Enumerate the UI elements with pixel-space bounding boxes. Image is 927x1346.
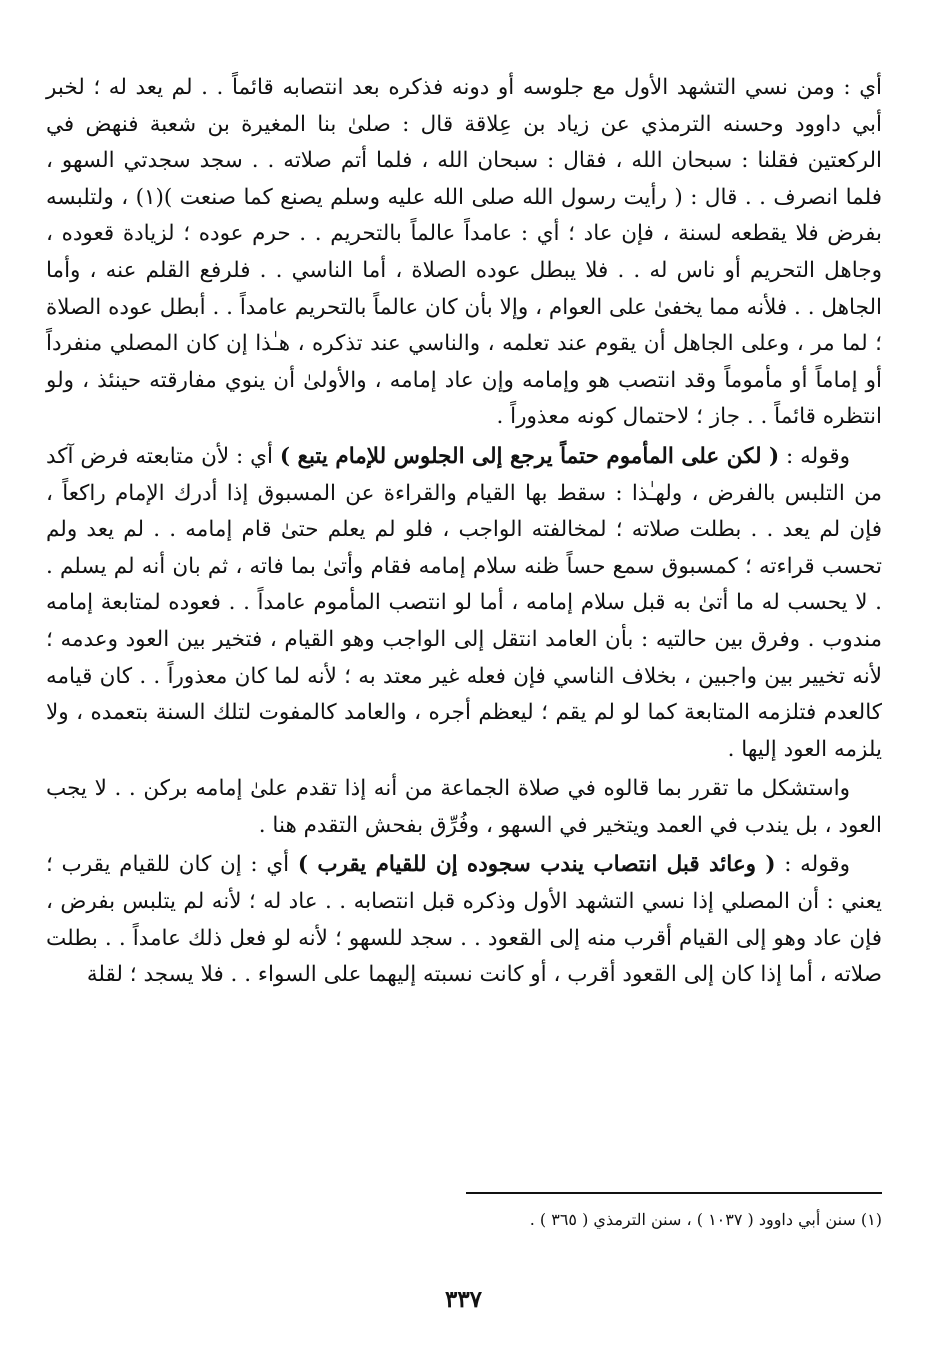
paragraph-text: أي : ومن نسي التشهد الأول مع جلوسه أو دونه فذكره بعد انتصابه قائماً . . لم يعد له ؛ لخبر أبي داوود وحسنه الترمذي عن زياد بن عِلاقة قال : صلىٰ بنا المغيرة بن شعبة فنهض في الركعتين فقلنا : سبحان الله ، فقال : سبحان الله ، فلما أتم صلاته . . سجد سجدتي السهو ، فلما انصرف . . قال : ( رأيت رسول الله صلى الله عليه وسلم يصنع كما صنعت )(١) ، ولتلبسه بفرض فلا يقطعه لسنة ، فإن عاد ؛ أي : عامداً عالماً بالتحريم . . حرم عوده ؛ لزيادة قعوده ، وجاهل التحريم أو ناس له . . فلا يبطل عوده الصلاة ، أما الناسي . . فلرفع القلم عنه ، وأما الجاهل . . فلأنه مما يخفىٰ على العوام ، وإلا بأن كان عالماً بالتحريم عامداً . . أبطل عوده الصلاة ؛ لما مر ، وعلى الجاهل أن يقوم عند تعلمه ، والناسي عند تذكره ، هـٰذا إن كان المصلي منفرداً أو إماماً أو مأموماً وقد انتصب هو وإمامه وإن عاد إمامه ، والأولىٰ أن ينوي مفارقته حينئذ ، ولو انتظره قائماً . . جاز ؛ لاحتمال كونه معذوراً . [46,75,882,430]
paragraph-text: وقوله : [779,443,850,469]
quoted-verse: ( لكن على المأموم حتماً يرجع إلى الجلوس للإمام يتبع ) [279,443,780,469]
paragraph-text: واستشكل ما تقرر بما قالوه في صلاة الجماعة من أنه إذا تقدم علىٰ إمامه بركن . . لا يجب العود ، بل يندب في العمد ويتخير في السهو ، وفُرِّق بفحش التقدم هنا . [46,776,882,838]
quoted-verse: ( وعائد قبل انتصاب يندب سجوده إن للقيام يقرب ) [297,852,776,878]
footnote: (١) سنن أبي داوود ( ١٠٣٧ ) ، سنن الترمذي ( ٣٦٥ ) . [529,1210,882,1229]
paragraph-text: أي : لأن متابعته فرض آكد من التلبس بالفرض ، ولهـٰذا : سقط بها القيام والقراءة عن المسبوق إذا أدرك الإمام راكعاً ، فإن لم يعد . . بطلت صلاته ؛ لمخالفته الواجب ، فلو لم يعلم حتىٰ قام إمامه . . لم يعد ولم تحسب قراءته ؛ كمسبوق سمع حساً ظنه سلام إمامه فقام وأتىٰ بما فاته ، ثم بان أنه لم يسلم . . لا يحسب له ما أتىٰ به قبل سلام إمامه ، أما لو انتصب المأموم عامداً . . فعوده لمتابعة إمامه مندوب . وفرق بين حالتيه : بأن العامد انتقل إلى الواجب وهو القيام ، فتخير بين العود وعدمه ؛ لأنه تخيير بين واجبين ، بخلاف الناسي فإن فعله غير معتد به ؛ لأنه لما كان معذوراً . . كان قيامه كالعدم فتلزمه المتابعة كما لو لم يقم ؛ ليعظم أجره ، والعامد كالمفوت لتلك السنة بتعمده ، ولا يلزمه العود إليها . [46,443,882,762]
paragraph-text: أي : إن كان للقيام يقرب ؛ يعني : أن المصلي إذا نسي التشهد الأول وذكره قبل انتصابه . . عاد له ؛ لأنه لم يتلبس بفرض ، فإن عاد وهو إلى القيام أقرب منه إلى القعود . . سجد للسهو ؛ لأنه لو فعل ذلك عامداً . . بطلت صلاته ، أما إذا كان إلى القعود أقرب ، أو كانت نسبته إليهما على السواء . . فلا يسجد ؛ لقلة [46,852,882,988]
paragraph-1 [46,70,882,436]
paragraph-2 [46,439,882,768]
paragraph-text: وقوله : [775,852,850,878]
main-text [46,70,882,994]
page-number: ٣٣٧ [444,1286,483,1313]
paragraph-3 [46,771,882,844]
paragraph-4 [46,847,882,993]
footnote-divider [466,1192,882,1194]
